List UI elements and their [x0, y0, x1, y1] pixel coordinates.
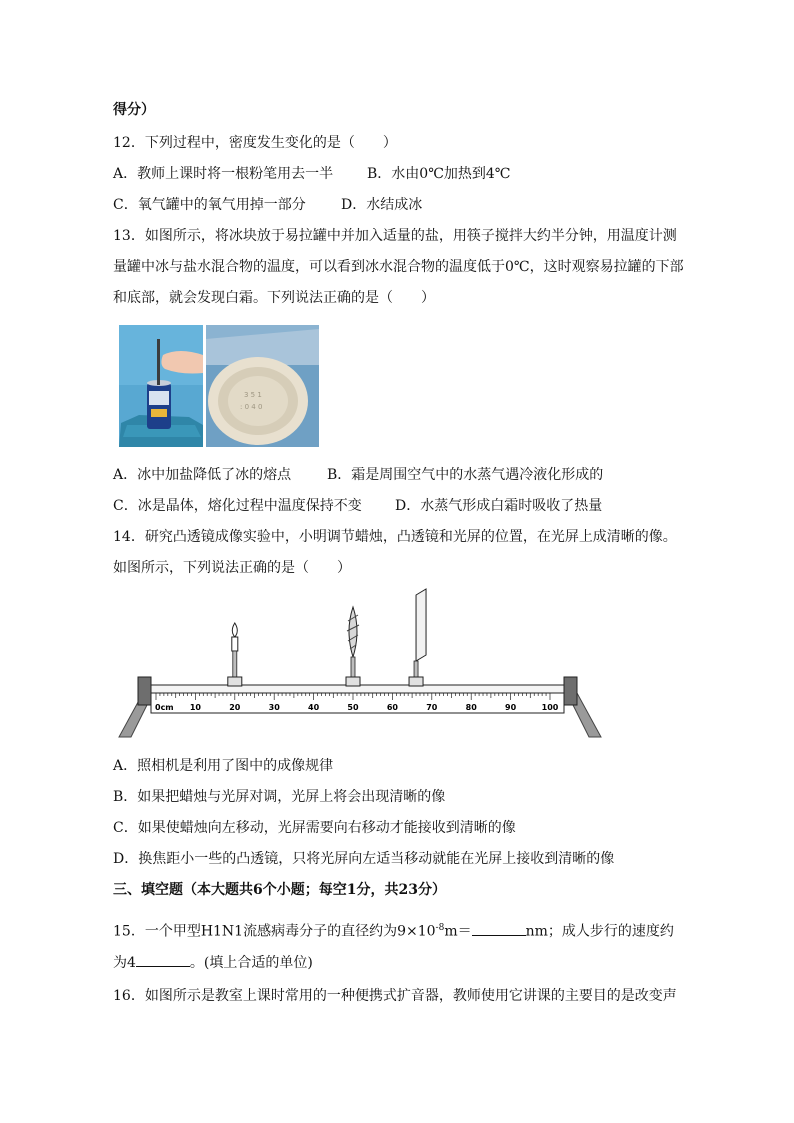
- q15-line1: [113, 918, 674, 942]
- q13-stem-line2: 量罐中冰与盐水混合物的温度，可以看到冰水混合物的温度低于0℃，这时观察易拉罐的下部: [113, 259, 684, 275]
- q15-exponent: -8: [435, 923, 445, 933]
- tick-label: 90: [505, 703, 517, 712]
- header-tail: 得分）: [113, 102, 155, 118]
- q13-option-b: B．霜是周围空气中的水蒸气遇冷液化形成的: [327, 467, 604, 483]
- q15-line2-end: 。(填上合适的单位): [189, 955, 313, 971]
- tick-label: 100: [541, 703, 559, 712]
- section-3-heading: 三、填空题（本大题共6个小题；每空1分，共23分）: [113, 882, 446, 898]
- q12-option-d: D．水结成冰: [341, 197, 423, 213]
- q14-stem-line1: 14．研究凸透镜成像实验中，小明调节蜡烛，凸透镜和光屏的位置，在光屏上成清晰的像。: [113, 529, 677, 545]
- tick-label: 50: [347, 703, 359, 712]
- light-screen: [409, 589, 426, 686]
- tick-label: 80: [465, 703, 477, 712]
- q13-stem-line1: 13．如图所示，将冰块放于易拉罐中并加入适量的盐，用筷子搅拌大约半分钟，用温度计测: [113, 228, 677, 244]
- q13-stem-line3: 和底部，就会发现白霜。下列说法正确的是（ ）: [113, 290, 435, 306]
- q15-part1: 15．一个甲型H1N1流感病毒分子的直径约为9×10: [113, 923, 436, 940]
- q14-option-c: C．如果使蜡烛向左移动，光屏需要向右移动才能接收到清晰的像: [113, 820, 516, 836]
- q14-option-a: A．照相机是利用了图中的成像规律: [113, 758, 334, 774]
- q12-option-b: B．水由0℃加热到4℃: [367, 166, 511, 182]
- q15-line2: [113, 952, 313, 973]
- q14-option-d: D．换焦距小一些的凸透镜，只将光屏向左适当移动就能在光屏上接收到清晰的像: [113, 851, 615, 867]
- left-end-block: [138, 677, 151, 705]
- optical-bench-diagram: [115, 585, 605, 745]
- tick-label: 20: [229, 703, 241, 712]
- q14-option-b: B．如果把蜡烛与光屏对调，光屏上将会出现清晰的像: [113, 789, 446, 805]
- tick-label: 0cm: [155, 703, 174, 712]
- convex-lens: [346, 607, 360, 686]
- q15-part3: nm；成人步行的速度约: [525, 923, 674, 940]
- q12-option-c: C．氧气罐中的氧气用掉一部分: [113, 197, 306, 213]
- tick-label: 70: [426, 703, 438, 712]
- can-bottom-frost-photo: [206, 325, 319, 447]
- q15-part2: m＝: [444, 923, 472, 940]
- tick-label: 40: [308, 703, 320, 712]
- tick-label: 60: [386, 703, 398, 712]
- candle: [228, 623, 242, 686]
- q12-option-a: A．教师上课时将一根粉笔用去一半: [113, 166, 334, 182]
- q13-option-d: D．水蒸气形成白霜时吸收了热量: [395, 498, 603, 514]
- q16-stem-line1: 16．如图所示是教室上课时常用的一种便携式扩音器，教师使用它讲课的主要目的是改变声: [113, 988, 677, 1004]
- q15-blank-1[interactable]: [472, 921, 526, 936]
- q13-option-c: C．冰是晶体，熔化过程中温度保持不变: [113, 498, 362, 514]
- q12-stem: 12．下列过程中，密度发生变化的是（ ）: [113, 135, 397, 151]
- tick-label: 30: [268, 703, 280, 712]
- q14-stem-line2: 如图所示，下列说法正确的是（ ）: [113, 560, 351, 576]
- can-stirring-photo: [119, 325, 203, 447]
- right-end-block: [564, 677, 577, 705]
- q13-option-a: A．冰中加盐降低了冰的熔点: [113, 467, 292, 483]
- q15-line2-start: 为4: [113, 955, 136, 971]
- tick-label: 10: [189, 703, 201, 712]
- q15-blank-2[interactable]: [136, 952, 190, 967]
- svg-text:3 5 1: 3 5 1: [244, 391, 262, 399]
- svg-text:: 0 4 0: : 0 4 0: [240, 403, 263, 411]
